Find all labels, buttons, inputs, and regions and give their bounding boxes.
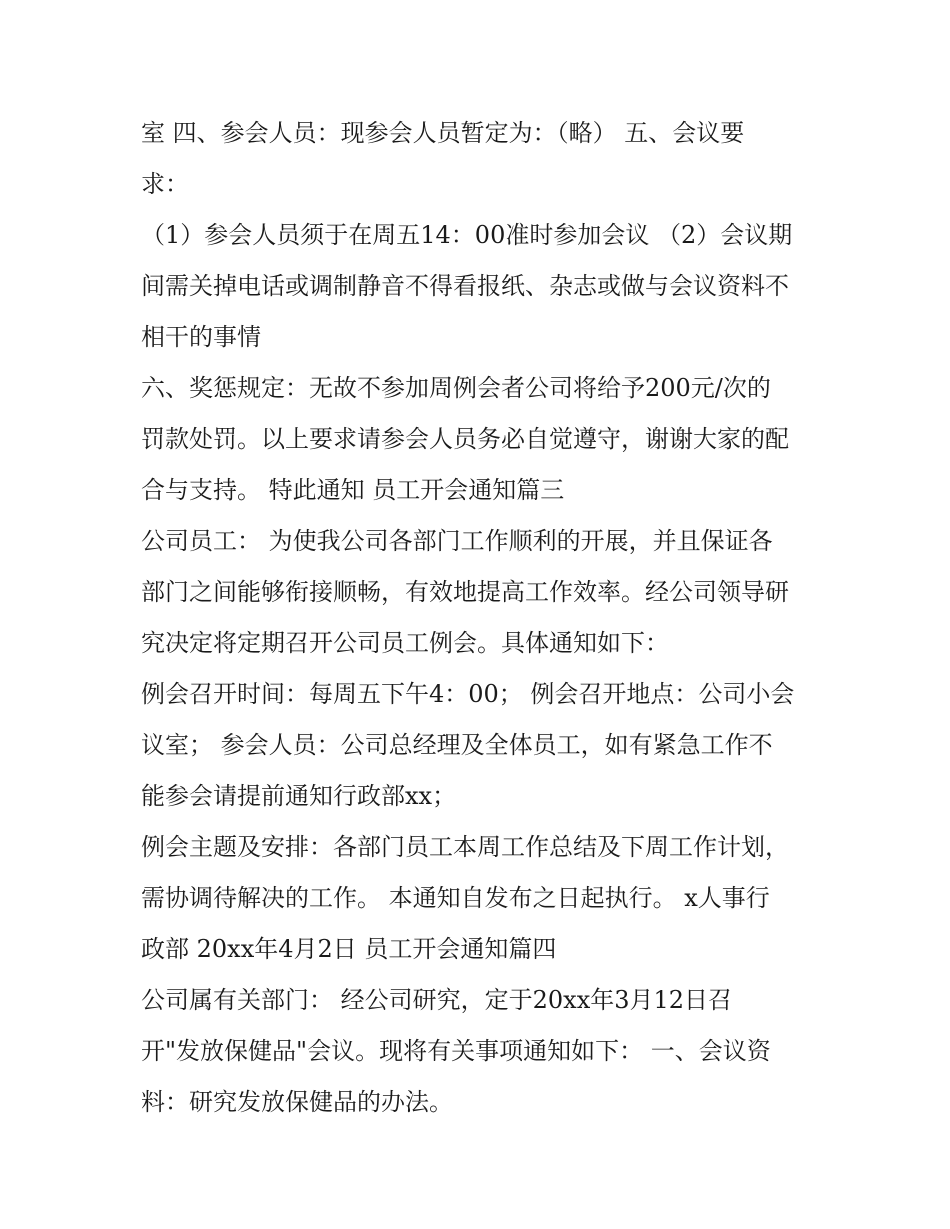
text-line: （1）参会人员须于在周五14：00准时参加会议 （2）会议期 (141, 221, 793, 249)
text-line: 议室； 参会人员：公司总经理及全体员工，如有紧急工作不 (141, 731, 773, 759)
text-line: 开"发放保健品"会议。现将有关事项通知如下： 一、会议资 (141, 1037, 771, 1065)
text-line: 公司属有关部门： 经公司研究，定于20xx年3月12日召 (141, 986, 733, 1014)
text-line: 政部 20xx年4月2日 员工开会通知篇四 (141, 935, 557, 963)
text-line: 部门之间能够衔接顺畅，有效地提高工作效率。经公司领导研 (141, 578, 789, 606)
text-line: 六、奖惩规定：无故不参加周例会者公司将给予200元/次的 (141, 374, 771, 402)
text-line: 间需关掉电话或调制静音不得看报纸、杂志或做与会议资料不 (141, 272, 789, 300)
text-line: 能参会请提前通知行政部xx； (141, 782, 457, 810)
text-line: 公司员工： 为使我公司各部门工作顺利的开展，并且保证各 (141, 527, 773, 555)
text-line: 罚款处罚。以上要求请参会人员务必自觉遵守，谢谢大家的配 (141, 425, 789, 453)
text-line: 相干的事情 (141, 323, 261, 351)
text-line: 例会主题及安排：各部门员工本周工作总结及下周工作计划， (141, 833, 789, 861)
text-line: 例会召开时间：每周五下午4：00； 例会召开地点：公司小会 (141, 680, 795, 708)
text-line: 室 四、参会人员：现参会人员暂定为：（略） 五、会议要 (141, 119, 745, 147)
text-line: 需协调待解决的工作。 本通知自发布之日起执行。 x人事行 (141, 884, 770, 912)
text-line: 合与支持。 特此通知 员工开会通知篇三 (141, 476, 565, 504)
text-line: 求： (141, 170, 189, 198)
text-line: 料：研究发放保健品的办法。 (141, 1088, 453, 1116)
text-line: 究决定将定期召开公司员工例会。具体通知如下： (141, 629, 669, 657)
document-body (141, 108, 831, 1128)
